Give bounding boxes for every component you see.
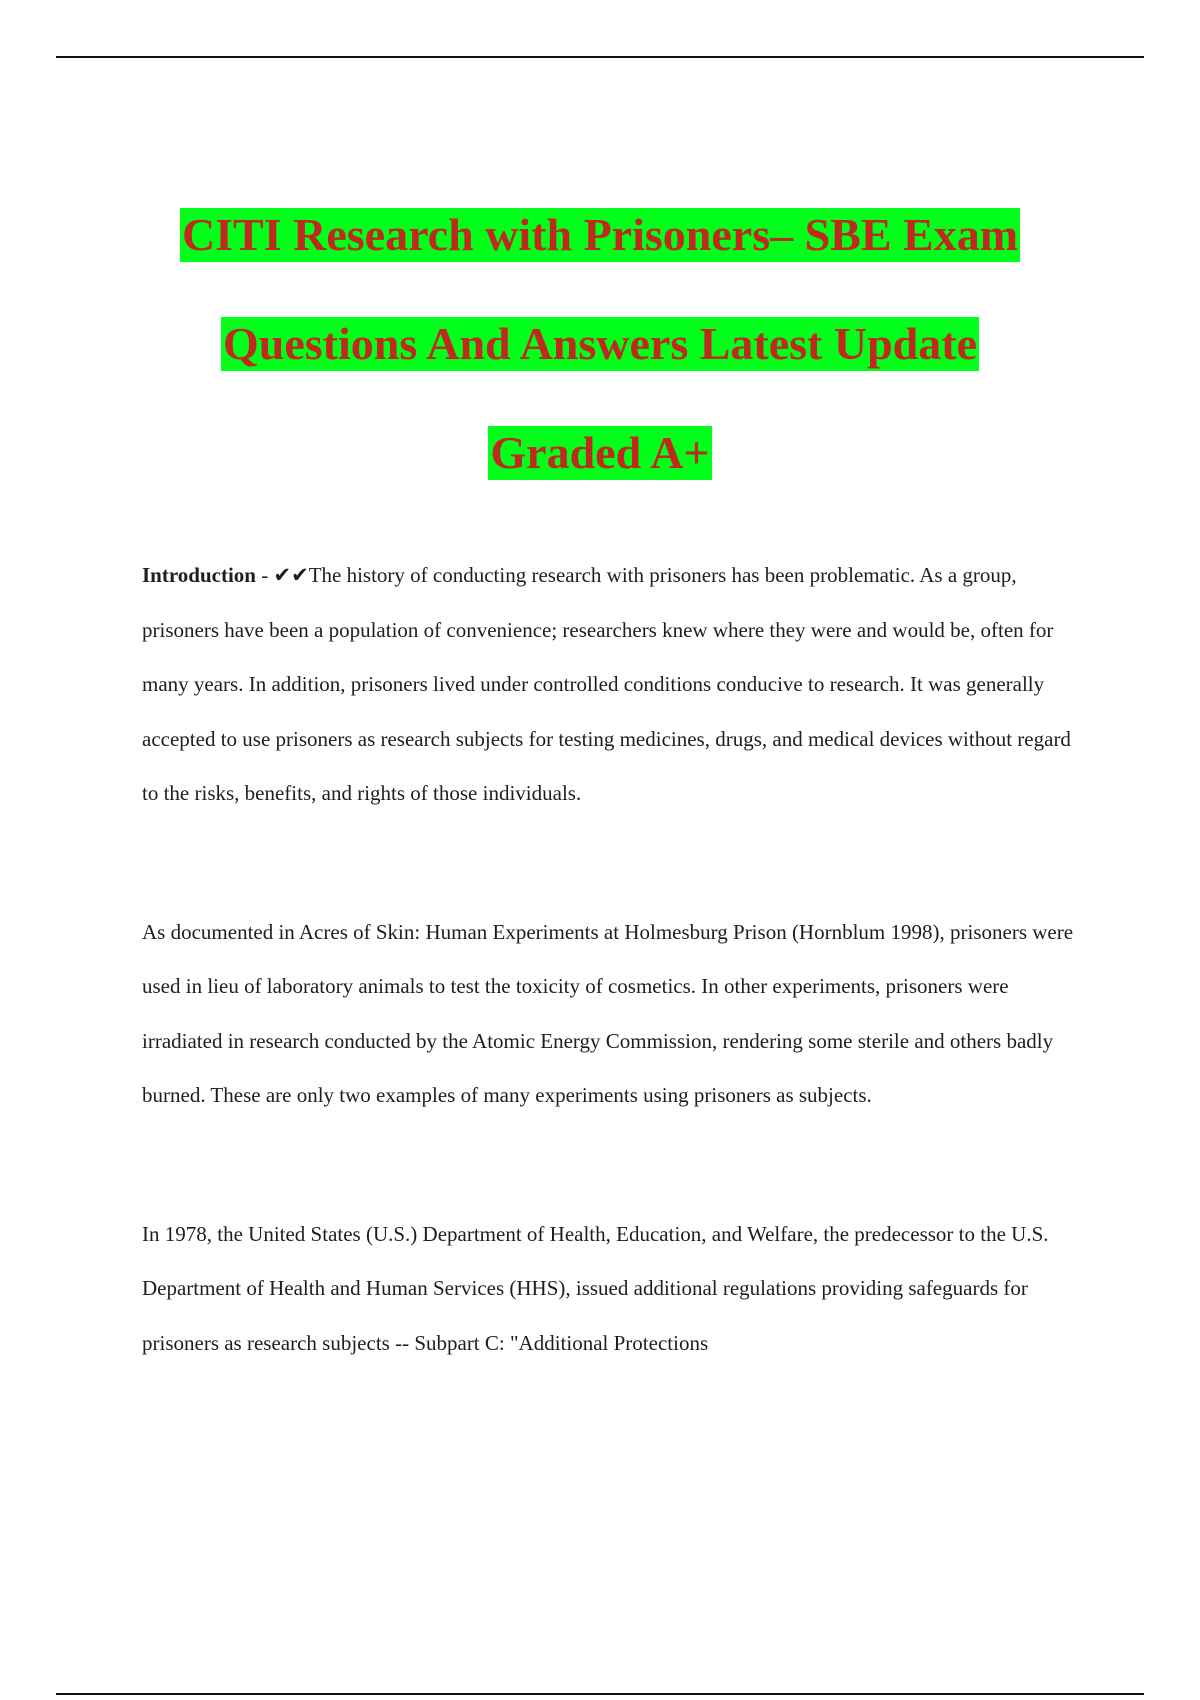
title-line xyxy=(0,208,1200,317)
intro-separator: - xyxy=(255,563,274,587)
title-line-3: Graded A+ xyxy=(490,427,710,478)
title-line xyxy=(0,426,1200,535)
title-line-2: Questions And Answers Latest Update xyxy=(223,318,977,369)
title-line xyxy=(0,317,1200,426)
double-check-icon: ✔✔ xyxy=(273,563,309,587)
regulations-paragraph: In 1978, the United States (U.S.) Department of Health, Education, and Welfare, the predecessor to the U.S. Department of Health and Human Services (HHS), issued additional regulations providing safeguards for prisoners as research subjects -- Subpart C: "Additional Protections xyxy=(142,1221,1049,1355)
title-line-1: CITI Research with Prisoners– SBE Exam xyxy=(181,209,1019,260)
intro-paragraph xyxy=(142,548,1082,821)
document-title xyxy=(0,208,1200,535)
intro-label: Introduction xyxy=(142,563,256,587)
header-rule xyxy=(56,56,1144,58)
intro-text: The history of conducting research with prisoners has been problematic. As a group, prisoners have been a population of convenience; researchers knew where they were and would be, often for many years. In addition, prisoners lived under controlled conditions conducive to research. It was generally accepted to use prisoners as research subjects for testing medicines, drugs, and medical devices without regard to the risks, benefits, and rights of those individuals. xyxy=(142,563,1071,805)
footer-rule xyxy=(56,1693,1144,1695)
document-body xyxy=(142,548,1082,1370)
holmesburg-paragraph: As documented in Acres of Skin: Human Experiments at Holmesburg Prison (Hornblum 1998), prisoners were used in lieu of laboratory animals to test the toxicity of cosmetics. In other experiments, prisoners were irradiated in research conducted by the Atomic Energy Commission, rendering some sterile and others badly burned. These are only two examples of many experiments using prisoners as subjects. xyxy=(142,919,1074,1107)
